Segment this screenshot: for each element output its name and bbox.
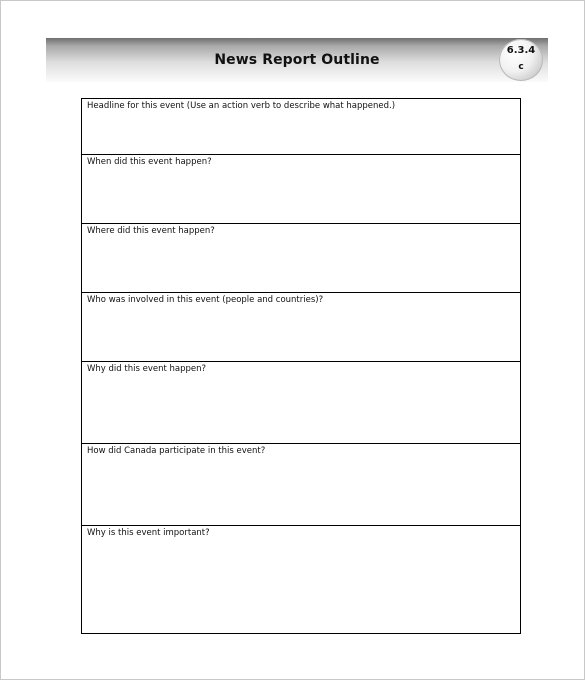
header-band <box>46 38 548 82</box>
prompt-canada: How did Canada participate in this event? <box>87 446 266 456</box>
prompt-when: When did this event happen? <box>87 157 212 167</box>
outline-row-importance[interactable] <box>82 526 520 633</box>
outline-row-canada[interactable] <box>82 444 520 526</box>
outline-table <box>81 98 521 634</box>
lesson-badge <box>499 39 543 81</box>
lesson-code: 6.3.4 <box>506 45 536 56</box>
prompt-where: Where did this event happen? <box>87 226 215 236</box>
lesson-subcode: c <box>518 62 524 72</box>
outline-row-who[interactable] <box>82 293 520 362</box>
page-title: News Report Outline <box>214 52 380 68</box>
outline-row-when[interactable] <box>82 155 520 224</box>
prompt-who: Who was involved in this event (people and countries)? <box>87 295 324 305</box>
prompt-why: Why did this event happen? <box>87 364 207 374</box>
outline-row-headline[interactable] <box>82 99 520 155</box>
outline-row-where[interactable] <box>82 224 520 293</box>
outline-row-why[interactable] <box>82 362 520 444</box>
prompt-importance: Why is this event important? <box>87 528 210 538</box>
prompt-headline: Headline for this event (Use an action verb to describe what happened.) <box>87 101 396 111</box>
